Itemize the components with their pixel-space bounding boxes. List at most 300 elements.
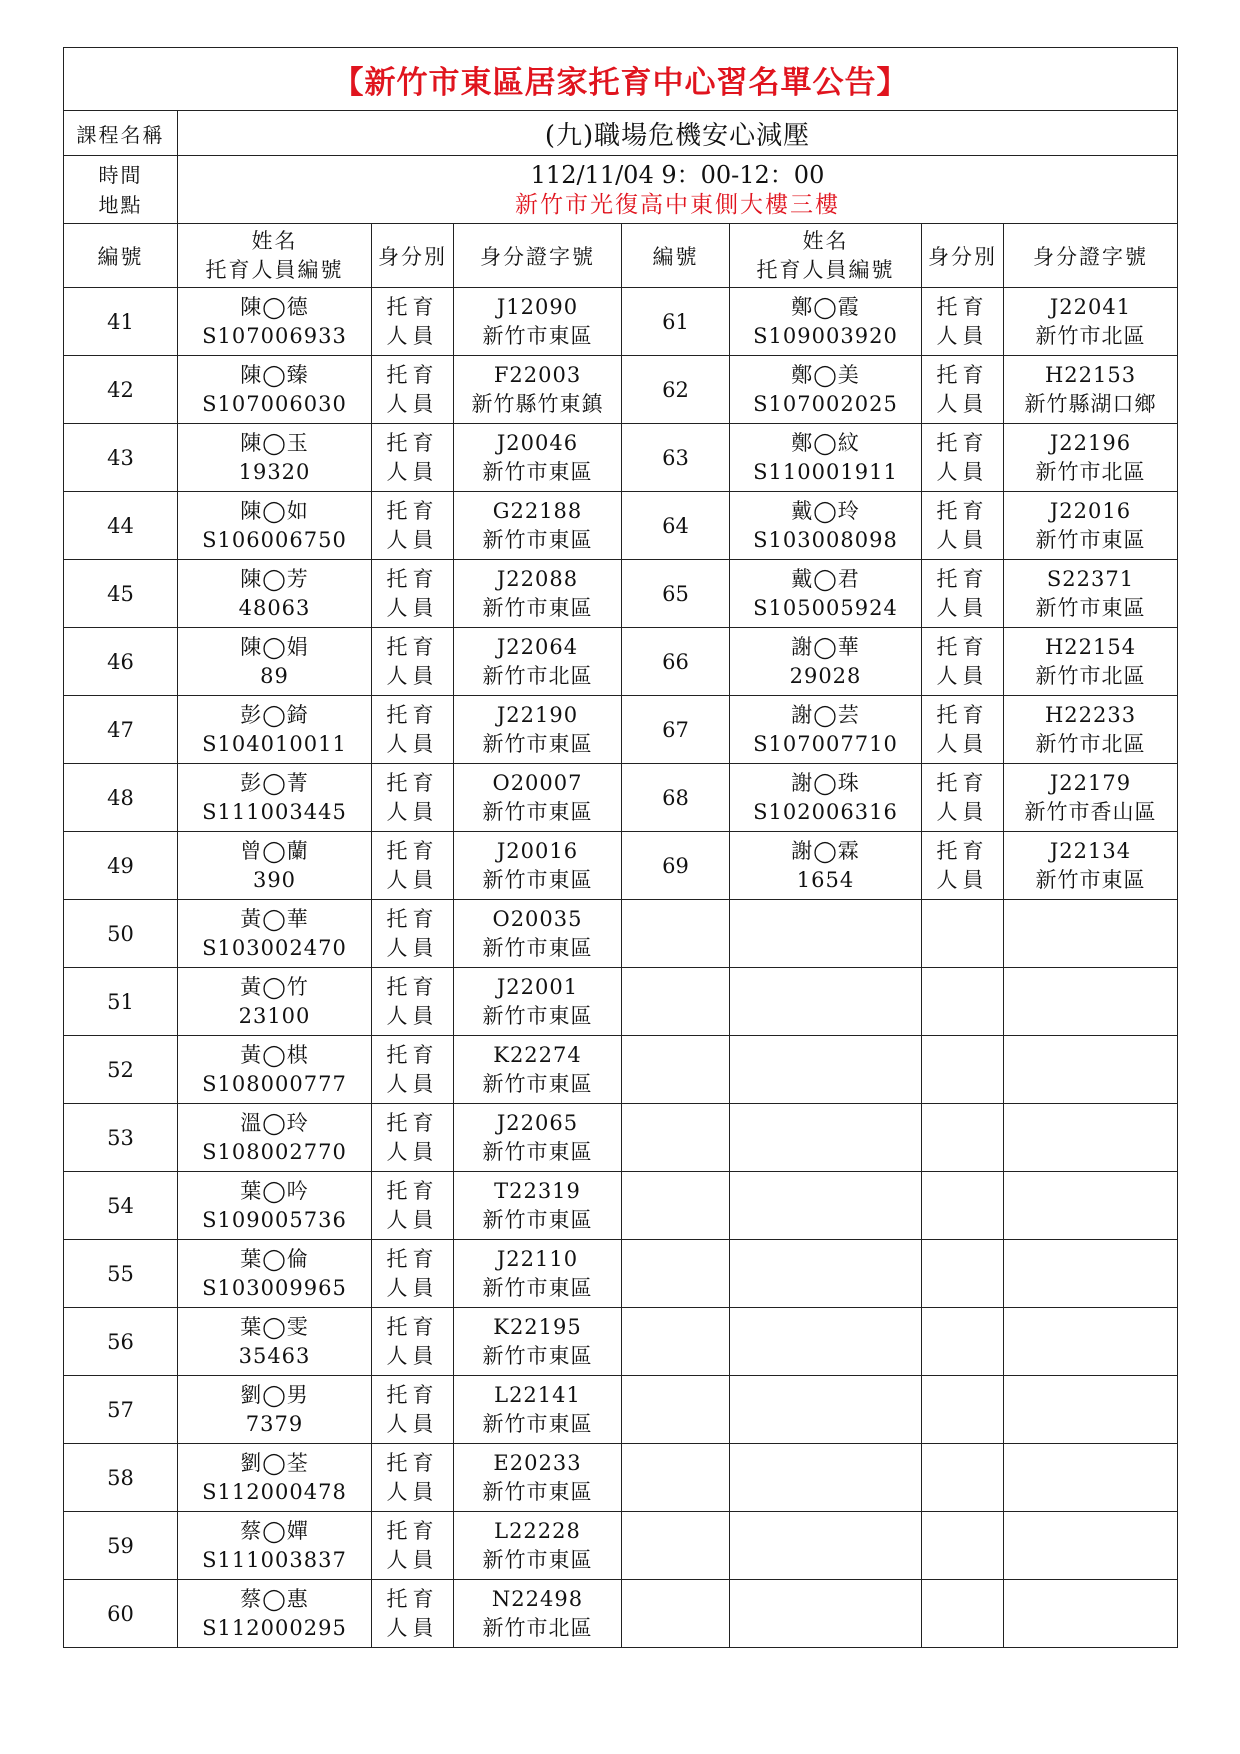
- entry-identity-cell: [372, 1104, 454, 1172]
- identity-line1: 托育: [386, 1450, 439, 1475]
- caregiver-name: 陳◯如: [240, 498, 309, 523]
- id-area: 新竹市東區: [482, 867, 593, 892]
- identity-line2: 人員: [386, 1071, 439, 1096]
- entry-id-cell: [454, 424, 622, 492]
- entry-name-cell: [178, 492, 372, 560]
- entry-number: 64: [622, 492, 730, 560]
- empty-cell: [922, 1444, 1004, 1512]
- header-name-line1: 姓名: [802, 228, 849, 253]
- empty-cell: [922, 968, 1004, 1036]
- entry-number: 48: [64, 764, 178, 832]
- entry-identity-cell: [922, 288, 1004, 356]
- entry-id-cell: [454, 968, 622, 1036]
- entry-identity-cell: [372, 1580, 454, 1648]
- table-row: [64, 356, 1178, 424]
- identity-line2: 人員: [386, 1343, 439, 1368]
- entry-name-cell: [178, 1172, 372, 1240]
- caregiver-name: 謝◯華: [791, 634, 860, 659]
- entry-name-cell: [178, 356, 372, 424]
- identity-line1: 托育: [386, 974, 439, 999]
- empty-cell: [1004, 1308, 1178, 1376]
- id-area: 新竹縣竹東鎮: [471, 391, 604, 416]
- entry-id-cell: [1004, 288, 1178, 356]
- empty-cell: [622, 1308, 730, 1376]
- entry-name-cell: [730, 492, 922, 560]
- empty-cell: [1004, 900, 1178, 968]
- entry-id-cell: [454, 764, 622, 832]
- empty-cell: [622, 1172, 730, 1240]
- identity-line2: 人員: [386, 391, 439, 416]
- empty-cell: [622, 1104, 730, 1172]
- entry-name-cell: [178, 832, 372, 900]
- entry-number: 43: [64, 424, 178, 492]
- empty-cell: [622, 968, 730, 1036]
- table-row: [64, 1172, 1178, 1240]
- entry-number: 60: [64, 1580, 178, 1648]
- caregiver-code: 29028: [789, 663, 862, 688]
- caregiver-name: 陳◯玉: [240, 430, 309, 455]
- table-row: [64, 1308, 1178, 1376]
- entry-name-cell: [178, 1580, 372, 1648]
- caregiver-name: 劉◯男: [240, 1382, 309, 1407]
- id-number: J22134: [1049, 838, 1132, 863]
- header-identity-left: 身分別: [372, 224, 454, 288]
- entry-number: 41: [64, 288, 178, 356]
- id-number: O20007: [492, 770, 583, 795]
- caregiver-code: 19320: [238, 459, 311, 484]
- entry-id-cell: [454, 1580, 622, 1648]
- empty-cell: [730, 1376, 922, 1444]
- empty-cell: [730, 900, 922, 968]
- identity-line2: 人員: [386, 1275, 439, 1300]
- entry-id-cell: [1004, 832, 1178, 900]
- empty-cell: [1004, 1580, 1178, 1648]
- header-id-number-left: 身分證字號: [454, 224, 622, 288]
- entry-identity-cell: [372, 1376, 454, 1444]
- identity-line2: 人員: [386, 1547, 439, 1572]
- time-label: 時間: [98, 162, 143, 187]
- identity-line1: 托育: [936, 430, 989, 455]
- id-area: 新竹市東區: [1035, 595, 1146, 620]
- entry-number: 47: [64, 696, 178, 764]
- caregiver-name: 蔡◯惠: [240, 1586, 309, 1611]
- identity-line2: 人員: [386, 1479, 439, 1504]
- id-area: 新竹市北區: [1035, 323, 1146, 348]
- caregiver-code: S112000295: [202, 1615, 347, 1640]
- id-number: H22153: [1044, 362, 1137, 387]
- identity-line1: 托育: [386, 1314, 439, 1339]
- empty-cell: [730, 968, 922, 1036]
- entry-number: 67: [622, 696, 730, 764]
- id-number: J20016: [496, 838, 579, 863]
- id-area: 新竹市香山區: [1024, 799, 1157, 824]
- identity-line2: 人員: [936, 867, 989, 892]
- header-number-left: 編號: [64, 224, 178, 288]
- caregiver-code: S103008098: [753, 527, 898, 552]
- id-number: J22064: [496, 634, 579, 659]
- identity-line2: 人員: [936, 663, 989, 688]
- table-row: [64, 628, 1178, 696]
- entry-number: 51: [64, 968, 178, 1036]
- caregiver-code: 48063: [238, 595, 311, 620]
- table-row: [64, 1376, 1178, 1444]
- header-number-right: 編號: [622, 224, 730, 288]
- column-header-row: [64, 224, 1178, 288]
- entry-name-cell: [730, 628, 922, 696]
- empty-cell: [622, 1036, 730, 1104]
- empty-cell: [1004, 968, 1178, 1036]
- entry-identity-cell: [372, 1308, 454, 1376]
- entry-id-cell: [1004, 424, 1178, 492]
- identity-line2: 人員: [386, 731, 439, 756]
- identity-line1: 托育: [386, 362, 439, 387]
- identity-line1: 托育: [936, 362, 989, 387]
- id-number: N22498: [491, 1586, 584, 1611]
- entry-name-cell: [178, 560, 372, 628]
- entry-number: 53: [64, 1104, 178, 1172]
- entry-id-cell: [1004, 560, 1178, 628]
- empty-cell: [730, 1104, 922, 1172]
- caregiver-name: 謝◯珠: [791, 770, 860, 795]
- caregiver-code: S104010011: [202, 731, 347, 756]
- entry-identity-cell: [372, 424, 454, 492]
- entry-number: 44: [64, 492, 178, 560]
- id-area: 新竹市東區: [482, 459, 593, 484]
- empty-cell: [922, 1580, 1004, 1648]
- entry-name-cell: [178, 764, 372, 832]
- roster-table: [63, 47, 1178, 1648]
- table-row: [64, 1240, 1178, 1308]
- entry-number: 42: [64, 356, 178, 424]
- id-number: L22141: [494, 1382, 581, 1407]
- identity-line1: 托育: [386, 1586, 439, 1611]
- id-area: 新竹市北區: [482, 1615, 593, 1640]
- empty-cell: [1004, 1172, 1178, 1240]
- empty-cell: [730, 1240, 922, 1308]
- id-area: 新竹市北區: [1035, 731, 1146, 756]
- caregiver-code: S106006750: [202, 527, 347, 552]
- caregiver-code: S107002025: [753, 391, 898, 416]
- caregiver-name: 黃◯竹: [240, 974, 309, 999]
- identity-line1: 托育: [386, 906, 439, 931]
- entry-number: 58: [64, 1444, 178, 1512]
- id-number: K22195: [493, 1314, 582, 1339]
- caregiver-name: 戴◯君: [791, 566, 860, 591]
- empty-cell: [922, 1308, 1004, 1376]
- entry-number: 63: [622, 424, 730, 492]
- id-area: 新竹市東區: [482, 1547, 593, 1572]
- id-number: L22228: [494, 1518, 581, 1543]
- caregiver-code: 1654: [796, 867, 855, 892]
- identity-line2: 人員: [386, 1207, 439, 1232]
- identity-line2: 人員: [386, 323, 439, 348]
- id-area: 新竹市東區: [482, 935, 593, 960]
- identity-line2: 人員: [386, 1615, 439, 1640]
- caregiver-code: S107006030: [202, 391, 347, 416]
- place-label: 地點: [98, 192, 143, 217]
- entry-name-cell: [730, 356, 922, 424]
- page-title: 【新竹市東區居家托育中心習名單公告】: [64, 48, 1178, 111]
- caregiver-code: 89: [260, 663, 289, 688]
- entry-id-cell: [454, 560, 622, 628]
- id-area: 新竹縣湖口鄉: [1024, 391, 1157, 416]
- entry-name-cell: [730, 832, 922, 900]
- entry-name-cell: [178, 424, 372, 492]
- entry-number: 68: [622, 764, 730, 832]
- identity-line2: 人員: [386, 1411, 439, 1436]
- course-name: (九)職場危機安心減壓: [178, 111, 1178, 156]
- entry-number: 61: [622, 288, 730, 356]
- id-number: O20035: [492, 906, 583, 931]
- entry-id-cell: [1004, 356, 1178, 424]
- identity-line1: 托育: [386, 498, 439, 523]
- caregiver-code: S107006933: [202, 323, 347, 348]
- entry-number: 69: [622, 832, 730, 900]
- id-number: J22110: [496, 1246, 579, 1271]
- header-identity-right: 身分別: [922, 224, 1004, 288]
- identity-line1: 托育: [936, 566, 989, 591]
- entry-number: 50: [64, 900, 178, 968]
- identity-line1: 托育: [936, 634, 989, 659]
- session-place: 新竹市光復高中東側大樓三樓: [515, 191, 840, 218]
- empty-cell: [622, 1512, 730, 1580]
- entry-identity-cell: [372, 1512, 454, 1580]
- entry-name-cell: [730, 560, 922, 628]
- entry-identity-cell: [922, 696, 1004, 764]
- entry-identity-cell: [372, 1036, 454, 1104]
- identity-line2: 人員: [936, 527, 989, 552]
- empty-cell: [730, 1580, 922, 1648]
- entry-id-cell: [454, 696, 622, 764]
- entry-id-cell: [454, 628, 622, 696]
- header-name-line2: 托育人員編號: [756, 257, 895, 282]
- entry-identity-cell: [922, 424, 1004, 492]
- caregiver-code: S107007710: [753, 731, 898, 756]
- entry-number: 59: [64, 1512, 178, 1580]
- id-area: 新竹市東區: [482, 595, 593, 620]
- entry-id-cell: [454, 832, 622, 900]
- caregiver-name: 曾◯蘭: [240, 838, 309, 863]
- empty-cell: [1004, 1240, 1178, 1308]
- identity-line2: 人員: [386, 799, 439, 824]
- id-number: J22016: [1049, 498, 1132, 523]
- empty-cell: [622, 900, 730, 968]
- entry-name-cell: [178, 1512, 372, 1580]
- id-number: J22190: [496, 702, 579, 727]
- identity-line1: 托育: [386, 566, 439, 591]
- entry-number: 52: [64, 1036, 178, 1104]
- id-number: F22003: [493, 362, 582, 387]
- table-row: [64, 1036, 1178, 1104]
- caregiver-name: 鄭◯紋: [791, 430, 860, 455]
- entry-identity-cell: [922, 764, 1004, 832]
- entry-name-cell: [178, 968, 372, 1036]
- caregiver-name: 彭◯錡: [240, 702, 309, 727]
- caregiver-code: S108002770: [202, 1139, 347, 1164]
- id-area: 新竹市東區: [482, 1479, 593, 1504]
- empty-cell: [1004, 1444, 1178, 1512]
- header-name-line1: 姓名: [251, 228, 298, 253]
- identity-line2: 人員: [386, 663, 439, 688]
- caregiver-code: S103002470: [202, 935, 347, 960]
- entry-id-cell: [454, 1308, 622, 1376]
- caregiver-name: 謝◯霖: [791, 838, 860, 863]
- entry-name-cell: [178, 696, 372, 764]
- table-row: [64, 288, 1178, 356]
- identity-line2: 人員: [936, 459, 989, 484]
- entry-id-cell: [454, 1444, 622, 1512]
- empty-cell: [922, 1172, 1004, 1240]
- identity-line2: 人員: [386, 935, 439, 960]
- identity-line2: 人員: [936, 595, 989, 620]
- id-area: 新竹市東區: [1035, 527, 1146, 552]
- entry-identity-cell: [372, 968, 454, 1036]
- entry-identity-cell: [372, 696, 454, 764]
- empty-cell: [1004, 1376, 1178, 1444]
- id-number: J22196: [1049, 430, 1132, 455]
- empty-cell: [1004, 1104, 1178, 1172]
- entry-name-cell: [178, 1376, 372, 1444]
- empty-cell: [922, 1376, 1004, 1444]
- entry-identity-cell: [922, 832, 1004, 900]
- entry-number: 56: [64, 1308, 178, 1376]
- entry-id-cell: [454, 1512, 622, 1580]
- caregiver-code: 390: [252, 867, 297, 892]
- entry-name-cell: [178, 1444, 372, 1512]
- identity-line1: 托育: [936, 294, 989, 319]
- id-number: K22274: [493, 1042, 582, 1067]
- entry-number: 46: [64, 628, 178, 696]
- entry-identity-cell: [372, 356, 454, 424]
- caregiver-name: 葉◯雯: [240, 1314, 309, 1339]
- caregiver-name: 黃◯華: [240, 906, 309, 931]
- empty-cell: [922, 1512, 1004, 1580]
- entry-number: 65: [622, 560, 730, 628]
- entry-name-cell: [178, 628, 372, 696]
- entry-name-cell: [730, 288, 922, 356]
- entry-name-cell: [178, 1240, 372, 1308]
- entry-number: 49: [64, 832, 178, 900]
- identity-line1: 托育: [936, 770, 989, 795]
- id-number: S22371: [1046, 566, 1135, 591]
- id-number: J22088: [496, 566, 579, 591]
- caregiver-code: S109005736: [202, 1207, 347, 1232]
- caregiver-name: 陳◯娟: [240, 634, 309, 659]
- identity-line1: 托育: [936, 498, 989, 523]
- id-area: 新竹市北區: [1035, 663, 1146, 688]
- identity-line1: 托育: [386, 1518, 439, 1543]
- empty-cell: [1004, 1036, 1178, 1104]
- entry-identity-cell: [372, 288, 454, 356]
- id-area: 新竹市北區: [1035, 459, 1146, 484]
- entry-number: 66: [622, 628, 730, 696]
- id-area: 新竹市東區: [482, 1343, 593, 1368]
- identity-line1: 托育: [936, 702, 989, 727]
- identity-line1: 托育: [386, 430, 439, 455]
- id-number: E20233: [493, 1450, 582, 1475]
- session-time: 112/11/04 9：00-12：00: [530, 160, 825, 189]
- id-area: 新竹市東區: [482, 527, 593, 552]
- id-area: 新竹市東區: [482, 1207, 593, 1232]
- identity-line1: 托育: [386, 1110, 439, 1135]
- caregiver-code: S111003445: [202, 799, 347, 824]
- id-area: 新竹市東區: [482, 1411, 593, 1436]
- identity-line1: 托育: [386, 1382, 439, 1407]
- id-area: 新竹市東區: [482, 1275, 593, 1300]
- empty-cell: [622, 1580, 730, 1648]
- entry-id-cell: [1004, 764, 1178, 832]
- id-area: 新竹市東區: [482, 323, 593, 348]
- caregiver-code: S111003837: [202, 1547, 347, 1572]
- header-id-number-right: 身分證字號: [1004, 224, 1178, 288]
- caregiver-code: S110001911: [753, 459, 898, 484]
- caregiver-name: 陳◯芳: [240, 566, 309, 591]
- id-area: 新竹市東區: [482, 1003, 593, 1028]
- id-area: 新竹市東區: [482, 799, 593, 824]
- id-number: J22041: [1049, 294, 1132, 319]
- caregiver-code: 7379: [245, 1411, 304, 1436]
- entry-name-cell: [730, 764, 922, 832]
- caregiver-name: 陳◯德: [240, 294, 309, 319]
- table-row: [64, 1444, 1178, 1512]
- id-area: 新竹市東區: [1035, 867, 1146, 892]
- identity-line2: 人員: [936, 731, 989, 756]
- time-place-value: [178, 156, 1178, 224]
- identity-line2: 人員: [386, 1003, 439, 1028]
- identity-line1: 托育: [386, 770, 439, 795]
- table-row: [64, 900, 1178, 968]
- table-row: [64, 492, 1178, 560]
- entry-id-cell: [454, 288, 622, 356]
- id-number: J22001: [496, 974, 579, 999]
- entry-identity-cell: [372, 628, 454, 696]
- identity-line1: 托育: [386, 1178, 439, 1203]
- empty-cell: [922, 1104, 1004, 1172]
- entry-number: 57: [64, 1376, 178, 1444]
- entry-number: 54: [64, 1172, 178, 1240]
- empty-cell: [922, 900, 1004, 968]
- caregiver-code: 35463: [238, 1343, 311, 1368]
- table-row: [64, 1104, 1178, 1172]
- entry-name-cell: [178, 1036, 372, 1104]
- header-name-left: [178, 224, 372, 288]
- identity-line1: 托育: [386, 1246, 439, 1271]
- caregiver-name: 陳◯臻: [240, 362, 309, 387]
- entry-identity-cell: [372, 1240, 454, 1308]
- table-row: [64, 832, 1178, 900]
- empty-cell: [730, 1444, 922, 1512]
- id-number: H22154: [1044, 634, 1137, 659]
- table-row: [64, 1580, 1178, 1648]
- caregiver-name: 黃◯棋: [240, 1042, 309, 1067]
- caregiver-code: S102006316: [753, 799, 898, 824]
- entry-identity-cell: [372, 900, 454, 968]
- identity-line2: 人員: [386, 1139, 439, 1164]
- header-name-line2: 托育人員編號: [205, 257, 344, 282]
- caregiver-code: 23100: [238, 1003, 311, 1028]
- id-number: J12090: [496, 294, 579, 319]
- empty-cell: [730, 1036, 922, 1104]
- identity-line1: 托育: [386, 702, 439, 727]
- entry-id-cell: [454, 1240, 622, 1308]
- identity-line2: 人員: [386, 595, 439, 620]
- time-place-label: [64, 156, 178, 224]
- caregiver-code: S105005924: [753, 595, 898, 620]
- empty-cell: [922, 1240, 1004, 1308]
- identity-line2: 人員: [386, 459, 439, 484]
- entry-identity-cell: [922, 492, 1004, 560]
- id-number: J22065: [496, 1110, 579, 1135]
